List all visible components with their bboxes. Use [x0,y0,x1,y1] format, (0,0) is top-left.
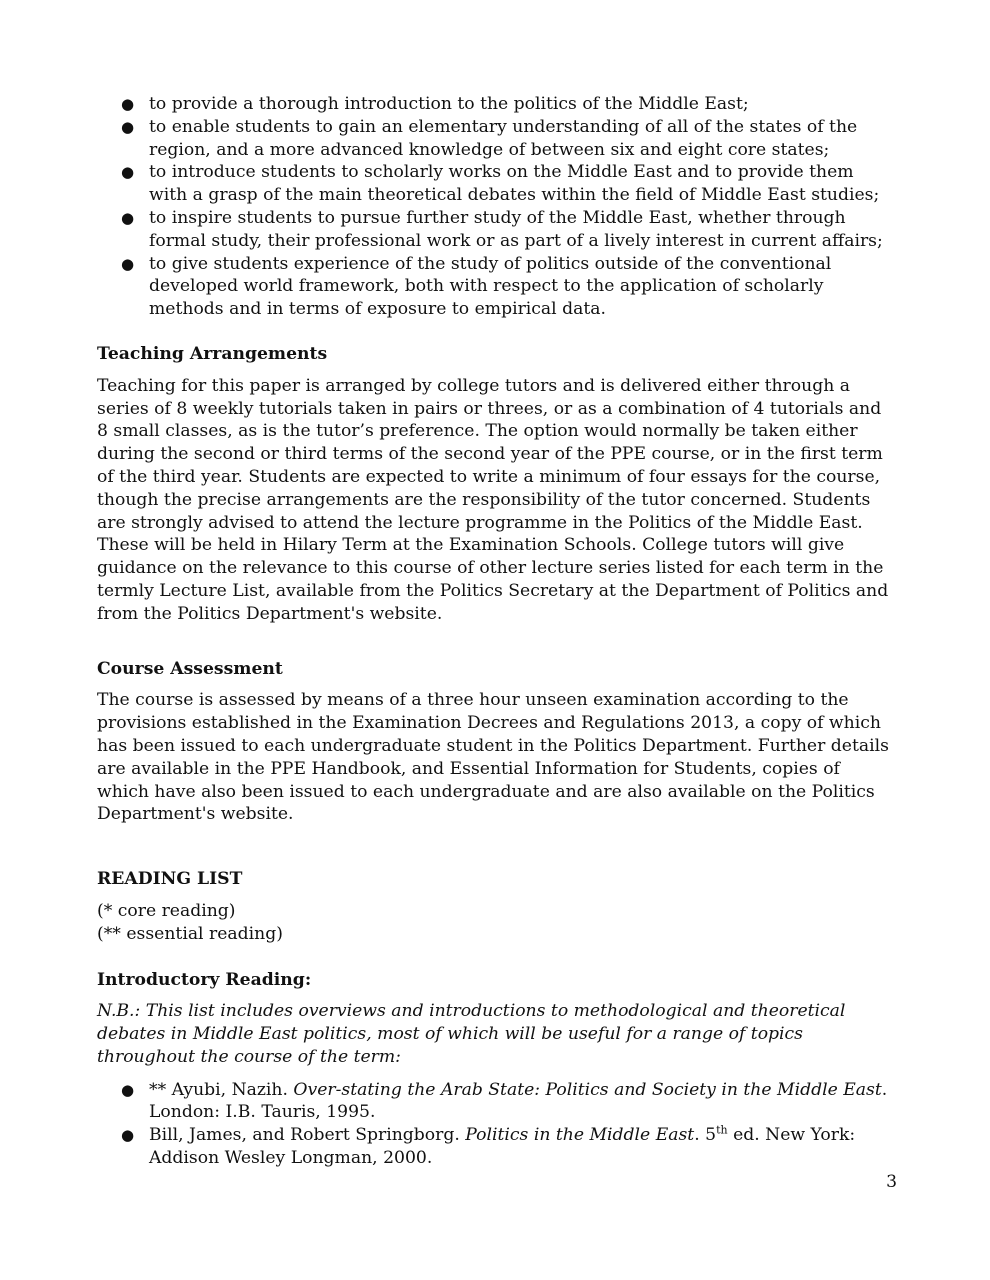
list-item [97,1124,897,1170]
introductory-note: N.B.: This list includes overviews and introductions to methodological and theoretical debates in Middle East politics, most of which will be useful for a range of topics throughout the course of the term: [97,1001,846,1067]
citation-edition: . 5 [694,1125,717,1146]
citation-suffix: . London: I.B. Tauris, 1995. [149,1079,888,1123]
reading-list-heading: READING LIST [97,869,243,890]
course-assessment-paragraph: The course is assessed by means of a three hour unseen examination according to the provisions established in the Examination Decrees and Regulations 2013, a copy of which has been issued to each undergraduate student in the Politics Department. Further details are available in the PPE Handbook, and Essential Information for Students, copies of which have also been issued to each undergraduate and are also available on the Politics Department's website. [97,690,889,825]
bullet-icon: ● [121,254,135,273]
list-item: ● to provide a thorough introduction to the politics of the Middle East; [121,94,749,114]
legend-essential-reading: (** essential reading) [97,923,283,944]
bullet-icon: ● [121,1080,135,1099]
document-page [97,93,897,1170]
bullet-icon: ● [121,95,135,113]
list-item: ● to introduce students to scholarly works on the Middle East and to provide them with a grasp of the main theoretical debates within the field of Middle East studies; [121,162,880,206]
list-item: ● to give students experience of the study of politics outside of the conventional developed world framework, both with respect to the application of scholarly methods and in terms of exposure to empirical data. [121,253,832,320]
citation-edition-superscript: th [716,1123,728,1137]
course-aims-list [97,93,897,321]
citation-prefix: Bill, James, and Robert Springborg. [149,1125,466,1146]
teaching-arrangements-paragraph: Teaching for this paper is arranged by college tutors and is delivered either through a series of 8 weekly tutorials taken in pairs or threes, or as a combination of 4 tutorials and 8 small classes, as is the tutor’s preference. The option would normally be taken either during the second or third terms of the second year of the PPE course, or in the first term of the third year. Students are expected to write a minimum of four essays for the course, though the precise arrangements are the responsibility of the tutor concerned. Students are strongly advised to attend the lecture programme in the Politics of the Middle East. These will be held in Hilary Term at the Examination Schools. College tutors will give guidance on the relevance to this course of other lecture series listed for each term in the termly Lecture List, available from the Politics Secretary at the Department of Politics and from the Politics Department's website. [97,375,889,624]
list-item: ● to enable students to gain an elementary understanding of all of the states of the region, and a more advanced knowledge of between six and eight core states; [121,116,858,160]
list-item: ● to inspire students to pursue further study of the Middle East, whether through formal study, their professional work or as part of a lively interest in current affairs; [121,207,883,251]
citation-title: Over-stating the Arab State: Politics and Society in the Middle East [293,1079,882,1100]
list-item [97,1079,897,1125]
bullet-icon: ● [121,1126,135,1145]
page-number: 3 [886,1172,897,1192]
introductory-reading-heading: Introductory Reading: [97,969,312,990]
bullet-icon: ● [121,208,135,227]
teaching-arrangements-heading: Teaching Arrangements [97,343,328,364]
citation-suffix: ed. New York: Addison Wesley Longman, 2000. [149,1125,856,1169]
introductory-reading-list [97,1079,897,1170]
course-assessment-heading: Course Assessment [97,658,283,679]
bullet-icon: ● [121,117,135,136]
legend-core-reading: (* core reading) [97,900,236,921]
bullet-icon: ● [121,163,135,182]
citation-title: Politics in the Middle East [465,1125,695,1146]
citation-prefix: ** Ayubi, Nazih. [149,1079,294,1100]
